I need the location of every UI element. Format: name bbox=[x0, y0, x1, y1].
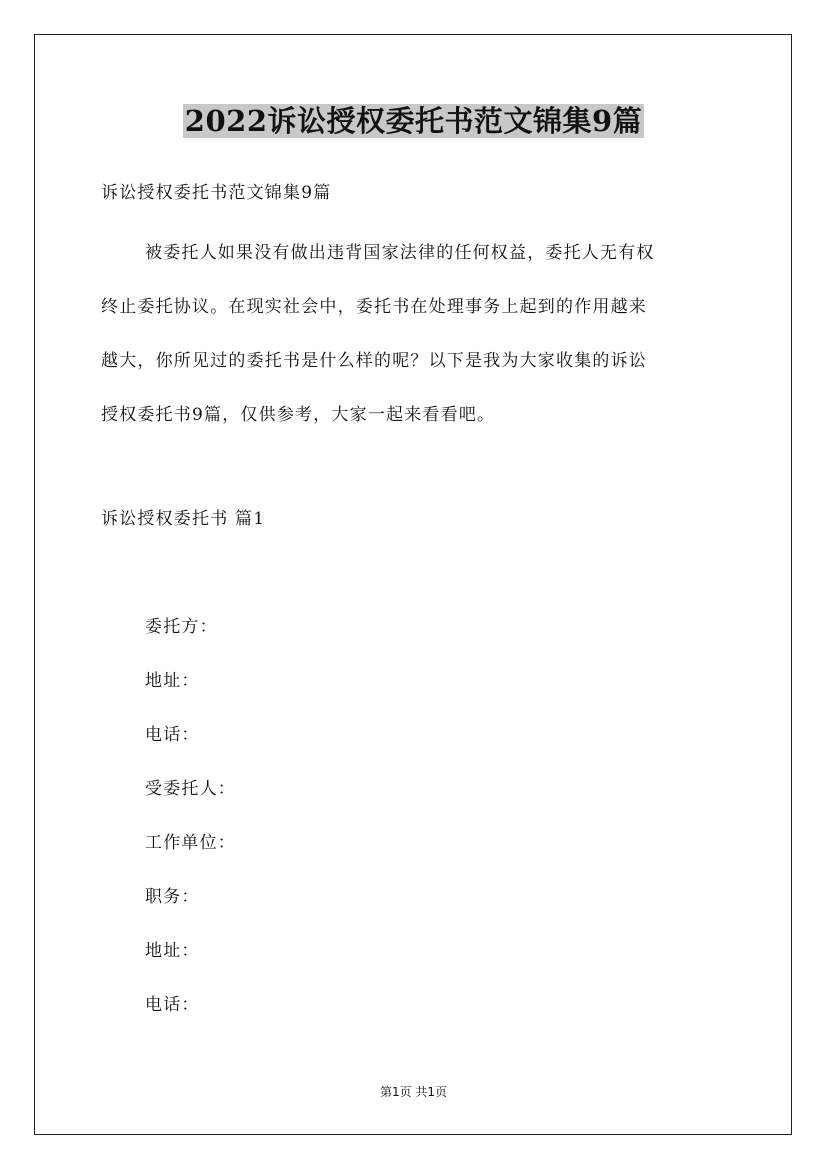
page-footer bbox=[0, 1084, 827, 1100]
form-field-label: 工作单位： bbox=[145, 833, 236, 853]
page-number: 第1页 共1页 bbox=[379, 1085, 448, 1099]
form-field-label: 地址： bbox=[145, 671, 200, 691]
form-field-label: 电话： bbox=[145, 995, 200, 1015]
document-subtitle: 诉讼授权委托书范文锦集9篇 bbox=[101, 183, 332, 203]
intro-line: 被委托人如果没有做出违背国家法律的任何权益，委托人无有权 bbox=[145, 243, 655, 263]
form-field-label: 委托方： bbox=[145, 617, 218, 637]
intro-line: 授权委托书9篇，仅供参考，大家一起来看看吧。 bbox=[101, 405, 496, 425]
section-heading: 诉讼授权委托书 篇1 bbox=[101, 509, 266, 529]
form-field-label: 电话： bbox=[145, 725, 200, 745]
document-title bbox=[0, 100, 827, 142]
intro-line: 越大，你所见过的委托书是什么样的呢？以下是我为大家收集的诉讼 bbox=[101, 351, 647, 371]
form-field-label: 职务： bbox=[145, 887, 200, 907]
form-field-label: 地址： bbox=[145, 941, 200, 961]
document-title-text: 2022诉讼授权委托书范文锦集9篇 bbox=[184, 104, 643, 138]
form-field-label: 受委托人： bbox=[145, 779, 236, 799]
intro-line: 终止委托协议。在现实社会中，委托书在处理事务上起到的作用越来 bbox=[101, 297, 647, 317]
